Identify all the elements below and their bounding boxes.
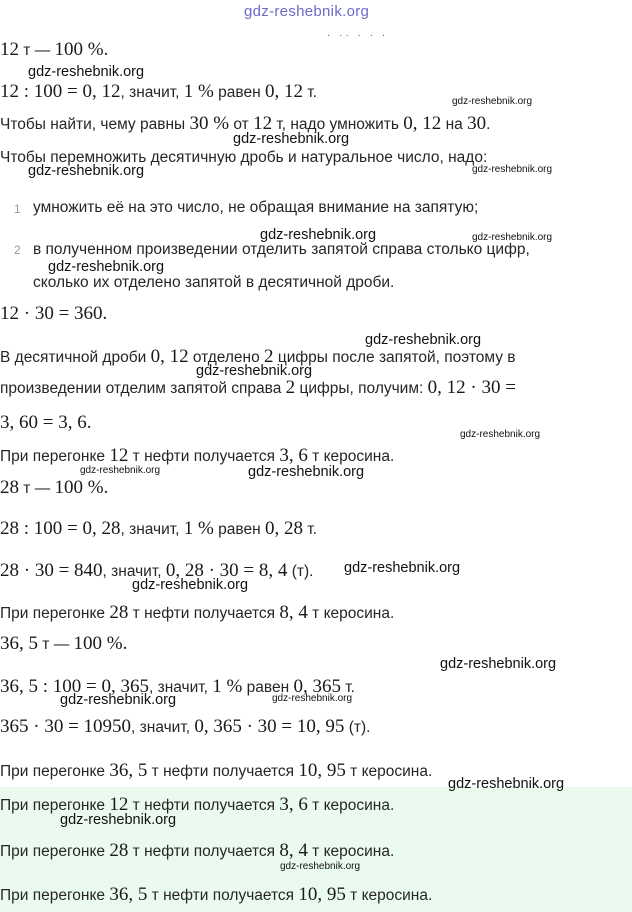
line-28t-100pct: 28 т — 100 %. [0,477,109,498]
line-12x30: 12 · 30 = 360. [0,303,108,324]
watermark: gdz-reshebnik.org [260,227,377,243]
line-365x30: 365 · 30 = 10950, значит, 0, 365 · 30 = 10, 95 (т). [0,716,371,737]
line-decimal-explain-2: произведении отделим запятой справа 2 цифры, получим: 0, 12 · 30 = [0,377,516,398]
watermark: gdz-reshebnik.org [272,693,353,704]
watermark: gdz-reshebnik.org [452,96,533,107]
watermark: gdz-reshebnik.org [365,332,482,348]
line-28-div-100: 28 : 100 = 0, 28, значит, 1 % равен 0, 28 т. [0,518,317,539]
answer-line-12: При перегонке 12 т нефти получается 3, 6 т керосина. [0,794,395,815]
line-find-30pct: Чтобы найти, чему равны 30 % от 12 т, надо умножить 0, 12 на 30. [0,113,491,134]
watermark: gdz-reshebnik.org [472,164,553,175]
answer-line-36-5: При перегонке 36, 5 т нефти получается 10, 95 т керосина. [0,884,433,905]
watermark: gdz-reshebnik.org [60,812,177,828]
list-item-1: умножить её на это число, не обращая внимание на запятую; [33,199,479,216]
line-conclusion-12: При перегонке 12 т нефти получается 3, 6 т керосина. [0,445,395,466]
watermark: gdz-reshebnik.org [233,131,350,147]
line-36-5t-100pct: 36, 5 т — 100 %. [0,633,128,654]
header-watermark[interactable]: gdz-reshebnik.org [244,3,370,20]
line-12-div-100: 12 : 100 = 0, 12, значит, 1 % равен 0, 12 т. [0,81,317,102]
answer-line-28: При перегонке 28 т нефти получается 8, 4 т керосина. [0,840,395,861]
watermark: gdz-reshebnik.org [460,429,541,440]
line-rule-intro: Чтобы перемножить десятичную дробь и натуральное число, надо: [0,149,488,166]
line-result-3-6: 3, 60 = 3, 6. [0,412,92,433]
line-28x30: 28 · 30 = 840, значит, 0, 28 · 30 = 8, 4 (т). [0,560,314,581]
watermark: gdz-reshebnik.org [28,163,145,179]
list-item-2-line2: сколько их отделено запятой в десятичной дроби. [33,274,395,291]
watermark: gdz-reshebnik.org [248,464,365,480]
watermark: gdz-reshebnik.org [472,232,553,243]
list-item-2-line1: в полученном произведении отделить запятой справа столько цифр, [33,241,530,258]
watermark: gdz-reshebnik.org [60,692,177,708]
watermark: gdz-reshebnik.org [448,776,565,792]
line-conclusion-36-5: При перегонке 36, 5 т нефти получается 10, 95 т керосина. [0,760,433,781]
watermark: gdz-reshebnik.org [440,656,557,672]
watermark: gdz-reshebnik.org [28,64,145,80]
watermark: gdz-reshebnik.org [80,465,161,476]
watermark: gdz-reshebnik.org [48,259,165,275]
list-number-2: 2 [14,243,21,257]
watermark: gdz-reshebnik.org [344,560,461,576]
line-conclusion-28: При перегонке 28 т нефти получается 8, 4 т керосина. [0,602,395,623]
line-12t-100pct: 12 т — 100 %. [0,39,109,60]
cropped-top-fragment: · ·· · · · [327,30,389,41]
line-decimal-explain-1: В десятичной дроби 0, 12 отделено 2 цифры после запятой, поэтому в [0,346,516,367]
watermark: gdz-reshebnik.org [280,861,361,872]
watermark: gdz-reshebnik.org [196,363,313,379]
watermark: gdz-reshebnik.org [132,577,249,593]
list-number-1: 1 [14,202,21,216]
line-36-5-div-100: 36, 5 : 100 = 0, 365, значит, 1 % равен 0, 365 т. [0,676,355,697]
